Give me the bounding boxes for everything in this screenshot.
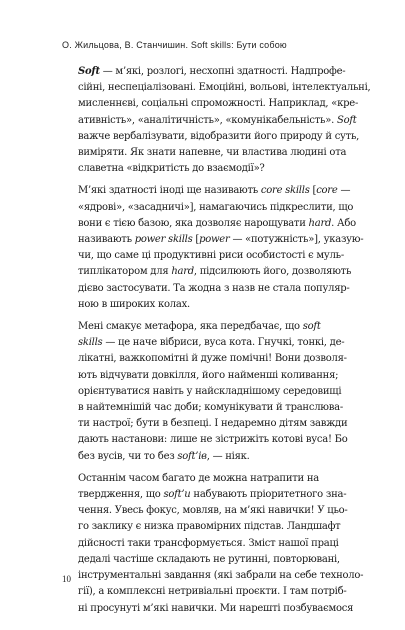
text-segment: ють відчувати довкілля, його найменші коливання; (78, 369, 339, 381)
text-segment: набувають пріоритетного зна- (190, 489, 347, 501)
text-segment: твердження, що (78, 489, 164, 501)
text-segment: мисленнєві, соціальні спроможності. Наприклад, «кре- (78, 98, 359, 110)
text-line (62, 145, 346, 161)
text-segment: ативність», «аналітичність», «комунікабельність». (78, 114, 337, 126)
text-line (62, 200, 354, 216)
text-line (62, 601, 354, 617)
text-segment: [ (309, 185, 317, 197)
text-line (62, 297, 346, 313)
text-line (62, 449, 346, 465)
text-line (62, 552, 346, 568)
paragraph (62, 471, 364, 617)
term-italic: power skills (134, 234, 193, 246)
text-segment: без вусів, чи то без (78, 450, 178, 462)
text-segment: інструментальні завдання (які забрали на себе техноло- (78, 570, 364, 582)
text-line (62, 281, 350, 297)
text-segment: вони є тією базою, яка дозволяє нарощувати (78, 217, 309, 229)
term-italic: hard (308, 217, 332, 229)
text-line (62, 368, 346, 384)
text-segment: ти настрої; бути в безпеці. І недаремно дітям завжди (78, 418, 348, 430)
text-segment: го заклику є низка правомірних підстав. Ландшафт (78, 521, 341, 533)
text-segment: виміряти. Як знати напевне, чи властива людині ота (78, 147, 347, 159)
text-line (62, 416, 346, 432)
text-line (62, 113, 357, 129)
term-italic: soft’и (163, 489, 191, 501)
text-line (62, 248, 346, 264)
text-segment: гії), а комплексні нетривіальні проєкти. І там потріб- (78, 586, 347, 598)
text-segment: — це наче вібриси, вуса кота. Гнучкі, тонкі, де- (102, 337, 345, 349)
text-line (62, 80, 371, 96)
text-segment: дедалі частіше складають не рутинні, повторювані, (78, 553, 340, 565)
term-italic: soft (302, 321, 321, 333)
paragraph (62, 319, 346, 465)
text-segment: ною в широких колах. (78, 298, 190, 310)
text-line (62, 96, 359, 112)
term-italic: Soft (336, 114, 357, 126)
text-line (62, 568, 364, 584)
term-italic: skills (78, 337, 103, 349)
text-segment: лікатні, важкопомітні й дуже помічні! Вони дозволя- (78, 353, 347, 365)
text-segment: славетна «відкритість до взаємодії»? (78, 163, 265, 175)
text-line (62, 487, 346, 503)
text-line (62, 471, 346, 487)
text-segment: сійні, неспеціалізовані. Емоційні, вольові, інтелектуальні, (78, 82, 371, 94)
text-segment: . Або (331, 217, 356, 229)
text-line (62, 503, 346, 519)
text-segment: «ядрові», «засадничі»], намагаючись підкреслити, що (78, 201, 354, 213)
text-segment: називають (78, 234, 135, 246)
text-segment: в найтемнішій час доби; комунікувати й транслюва- (78, 402, 343, 414)
term-italic: hard (171, 266, 194, 278)
text-segment: — «потужність»], указую- (229, 234, 364, 246)
text-segment: М’які здатності іноді ще називають (78, 185, 261, 197)
text-segment: ні просунуті м’які навички. Ми нарешті позбуваємося (78, 602, 354, 614)
text-line (62, 232, 364, 248)
text-line (62, 400, 346, 416)
text-segment: важче вербалізувати, відобразити його природу й суть, (78, 130, 360, 142)
text-line (62, 351, 346, 367)
paragraph (62, 64, 371, 177)
text-segment: дійсності таки трансформується. Зміст нашої праці (78, 537, 339, 549)
text-line (62, 584, 346, 600)
text-line (62, 161, 346, 177)
text-segment: дієво застосувати. Та жодна з назв не стала популяр- (78, 282, 350, 294)
text-line (62, 129, 360, 145)
text-line (62, 319, 346, 335)
text-line (62, 335, 346, 351)
body-text (62, 64, 371, 617)
text-segment: Мені смакує метафора, яка передбачає, що (78, 321, 303, 333)
text-segment: — (337, 185, 351, 197)
paragraph (62, 183, 364, 313)
text-segment: , — ніяк. (206, 450, 250, 462)
term-emphasis: Soft (78, 66, 100, 77)
text-segment: типлікатором для (78, 266, 172, 278)
text-segment: орієнтуватися навіть у найскладнішому середовищі (78, 385, 342, 397)
text-line (62, 536, 346, 552)
text-line (62, 264, 352, 280)
text-segment: Останнім часом багато де можна натрапити на (78, 472, 320, 484)
text-segment: , підсилюють його, дозволяють (193, 266, 352, 278)
term-italic: core (316, 185, 338, 197)
running-head: О. Жильцова, В. Станчишин. Soft skills: Бути собою (62, 40, 287, 50)
text-line (62, 64, 346, 80)
term-italic: power (199, 234, 230, 246)
text-segment: дають настанови: лише не зістрижіть котові вуса! Бо (78, 434, 348, 446)
term-italic: core skills (260, 185, 310, 197)
text-segment: — м’які, розлогі, несхопні здатності. Надпрофе- (99, 66, 346, 77)
text-line (62, 432, 346, 448)
text-segment: [ (192, 234, 200, 246)
text-line (62, 384, 346, 400)
text-line (62, 519, 346, 535)
text-segment: чення. Увесь фокус, мовляв, на м’які навички! У цьо- (78, 505, 348, 517)
text-line (62, 183, 351, 199)
term-italic: soft’ів (177, 450, 207, 462)
text-line (62, 216, 356, 232)
text-segment: чи, що саме ці продуктивні риси особистості є муль- (78, 250, 344, 262)
page-number: 10 (62, 574, 71, 584)
